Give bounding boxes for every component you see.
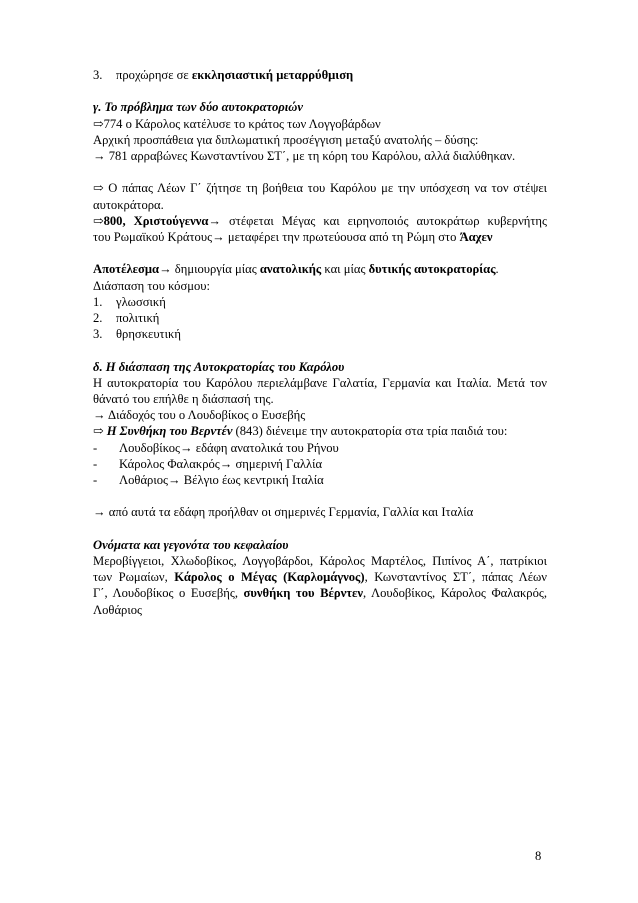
names-line-2: [93, 569, 547, 585]
list-text: γλωσσική: [116, 294, 166, 309]
line-empire-included: Η αυτοκρατορία του Καρόλου περιελάμβανε Γαλατία, Γερμανία και Ιταλία. Μετά τον: [93, 375, 547, 390]
line-text: των Ρωμαίων,: [93, 570, 175, 585]
bold-name: συνθήκη του Βέρντεν: [243, 586, 364, 601]
bold-place: Άαχεν: [459, 230, 493, 244]
arrow-icon: →: [208, 213, 221, 228]
line-text: 774 ο Κάρολος κατέλυσε το κράτος των Λογγοβάρδων: [103, 116, 381, 131]
line-text: και μίας: [321, 262, 369, 277]
heir-name: Λουδοβίκος: [119, 440, 181, 455]
line-text: 781 αρραβώνες Κωνσταντίνου ΣΤ΄, με τη κόρη του Καρόλου, αλλά διαλύθηκαν.: [105, 149, 516, 163]
names-line-3: [93, 585, 547, 601]
line-800-christmas: [93, 213, 547, 229]
bold-word: δυτικής αυτοκρατορίας: [368, 262, 496, 277]
list-text-plain: προχώρησε σε: [116, 68, 192, 82]
list-number: 2.: [93, 311, 103, 325]
list-number: 1.: [93, 294, 103, 309]
dash-item: [93, 440, 547, 456]
line-text: εδάφη ανατολικά του Ρήνου: [192, 440, 339, 455]
dash-text: [119, 472, 324, 488]
line-text: του Ρωμαϊκού Κράτους: [93, 230, 213, 244]
line-text: δημιουργία μίας: [171, 262, 260, 277]
heir-name: Λοθάριος: [119, 473, 169, 488]
page-content: [93, 67, 547, 618]
line-text: , Κωνσταντίνος ΣΤ΄, πάπας Λέων: [364, 570, 547, 585]
dash-text: [119, 440, 339, 456]
spacer: [93, 245, 547, 261]
line-diplomacy: Αρχική προσπάθεια για διπλωματική προσέγγιση μεταξύ ανατολής – δύσης:: [93, 132, 479, 147]
line-text: Βέλγιο έως κεντρική Ιταλία: [180, 473, 324, 488]
hollow-arrow-icon: ⇨: [93, 424, 104, 439]
spacer: [93, 488, 547, 504]
bold-date: 800, Χριστούγεννα: [103, 213, 209, 228]
list-item: [93, 310, 547, 326]
list-item-reform: [93, 67, 547, 83]
arrow-icon: →: [168, 473, 181, 488]
bold-name: Κάρολος ο Μέγας (Καρλομάγνος): [174, 570, 365, 585]
section-heading-division: δ. Η διάσπαση της Αυτοκρατορίας του Καρόλου: [93, 359, 345, 374]
line-781: [93, 148, 547, 164]
line-after-death: θάνατό του επήλθε η διάσπασή της.: [93, 392, 274, 406]
arrow-icon: →: [93, 505, 106, 520]
dash-mark: -: [93, 473, 98, 488]
line-modern-states: [93, 504, 547, 520]
list-text: πολιτική: [116, 311, 160, 325]
line-successor: [93, 407, 547, 423]
dash-item: [93, 456, 547, 472]
line-text: .: [495, 262, 499, 277]
arrow-icon: →: [212, 230, 225, 244]
bold-label: Αποτέλεσμα: [93, 262, 160, 277]
line-text: , Λουδοβίκος, Κάρολος Φαλακρός,: [363, 586, 548, 601]
line-774: [93, 116, 547, 132]
arrow-icon: →: [180, 440, 193, 455]
section-heading-two-empires: γ. Το πρόβλημα των δύο αυτοκρατοριών: [93, 100, 303, 115]
spacer: [93, 342, 547, 358]
line-text: σημερινή Γαλλία: [232, 456, 323, 471]
spacer: [93, 83, 547, 99]
list-text-bold: εκκλησιαστική μεταρρύθμιση: [191, 68, 354, 82]
page-number: 8: [535, 849, 542, 863]
line-capital: [93, 229, 547, 245]
line-text: (843) διένειμε την αυτοκρατορία στα τρία παιδιά του:: [232, 424, 508, 439]
dash-text: [119, 456, 322, 472]
dash-item: [93, 472, 547, 488]
line-result: [93, 261, 547, 277]
spacer: [93, 164, 547, 180]
list-number: 3.: [93, 68, 103, 82]
list-number: 3.: [93, 327, 103, 342]
heir-name: Κάρολος Φαλακρός: [119, 456, 220, 471]
list-text: θρησκευτική: [116, 327, 181, 342]
arrow-icon: →: [93, 149, 106, 163]
arrow-icon: →: [93, 408, 106, 423]
list-item: [93, 294, 547, 310]
hollow-arrow-icon: ⇨: [93, 116, 104, 131]
line-text: Ο πάπας Λέων Γ΄ ζήτησε τη βοήθεια του Καρόλου με την υπόσχεση να τον στέψει: [103, 181, 547, 196]
dash-mark: -: [93, 456, 98, 471]
names-line-4: Λοθάριος: [93, 602, 143, 617]
hollow-arrow-icon: ⇨: [93, 213, 104, 228]
line-text: στέφεται Μέγας και ειρηνοποιός αυτοκράτωρ κυβερνήτης: [220, 213, 547, 228]
line-emperor: αυτοκράτορα.: [93, 197, 164, 212]
bold-treaty: Η Συνθήκη του Βερντέν: [103, 424, 233, 439]
list-item: [93, 326, 547, 342]
line-text: από αυτά τα εδάφη προήλθαν οι σημερινές Γερμανία, Γαλλία και Ιταλία: [105, 505, 474, 520]
line-text: Γ΄, Λουδοβίκος ο Ευσεβής,: [93, 586, 244, 601]
spacer: [93, 521, 547, 537]
hollow-arrow-icon: ⇨: [93, 181, 104, 196]
line-verdun: [93, 423, 547, 439]
section-heading-names: Ονόματα και γεγονότα του κεφαλαίου: [93, 537, 289, 552]
names-line-1: Μεροβίγγειοι, Χλωδοβίκος, Λογγοβάρδοι, Κάρολος Μαρτέλος, Πιπίνος Α΄, πατρίκιοι: [93, 554, 547, 568]
arrow-icon: →: [219, 456, 233, 471]
dash-mark: -: [93, 440, 98, 455]
list-text: [116, 67, 353, 83]
line-text: μεταφέρει την πρωτεύουσα από τη Ρώμη στο: [224, 230, 460, 244]
line-division: Διάσπαση του κόσμου:: [93, 278, 211, 293]
bold-word: ανατολικής: [259, 262, 322, 277]
line-pope-leo: [93, 180, 547, 196]
line-text: Διάδοχός του ο Λουδοβίκος ο Ευσεβής: [105, 408, 306, 423]
arrow-icon: →: [159, 262, 172, 277]
